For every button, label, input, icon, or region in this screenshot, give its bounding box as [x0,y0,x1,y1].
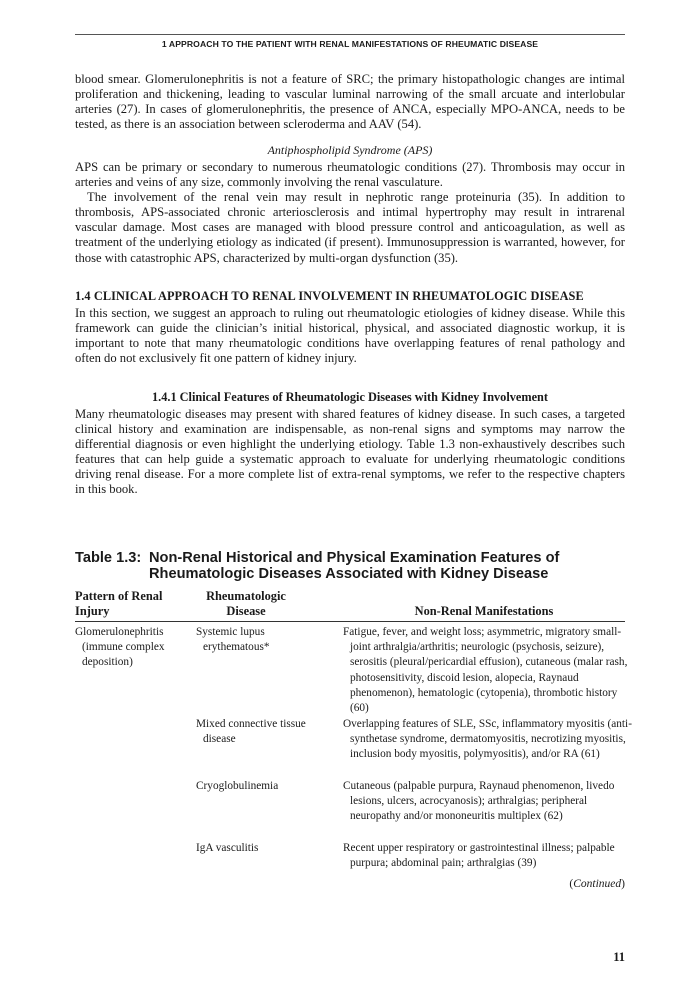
running-header: 1 APPROACH TO THE PATIENT WITH RENAL MANIFESTATIONS OF RHEUMATIC DISEASE [75,34,625,49]
column-header-pattern-line1: Pattern of Renal [75,589,163,603]
manifestations-cell: Recent upper respiratory or gastrointestinal illness; palpable purpura; abdominal pain; arthralgias (39) [343,842,615,870]
aps-section-body [75,160,625,266]
table-header-rule [75,621,625,622]
table-caption [75,550,635,582]
table-number: Table 1.3: [75,550,142,566]
section-heading-1-4: 1.4 CLINICAL APPROACH TO RENAL INVOLVEMENT IN RHEUMATOLOGIC DISEASE [75,289,584,303]
continued-label: Continued [573,878,622,890]
section-1-4-1-body [75,407,625,498]
column-header-manifestations: Non-Renal Manifestations [414,604,554,618]
paragraph-src-continuation [75,72,625,132]
table-title-part-2: Rheumatologic Diseases Associated with Kidney Disease [149,566,549,582]
table-title-part-1: Non-Renal Historical and Physical Examination Features of [149,550,560,566]
disease-cell: IgA vasculitis [196,842,259,854]
section-1-4-1-paragraph: Many rheumatologic diseases may present with shared features of kidney disease. In such cases, a targeted clinical history and examination are indispensable, as non-renal signs and symptoms may narrow the differential diagnosis or even highlight the underlying etiology. Table 1.3 non-exhaustively describes such features that can help guide a systematic approach to evaluate for underlying rheumatologic conditions driving renal disease. For a more complete list of extra-renal symptoms, we refer to the respective chapters in this book. [75,407,625,497]
column-header-disease-line2: Disease [226,604,266,618]
subsection-heading-1-4-1: 1.4.1 Clinical Features of Rheumatologic Diseases with Kidney Involvement [152,390,548,404]
manifestations-cell: Fatigue, fever, and weight loss; asymmetric, migratory small-joint arthralgia/arthritis; neurologic (psychosis, seizure), serositis (pleural/pericardial effusion), cutaneous (malar rash, photosensitivity, discoid lesion, alopecia, Raynaud phenomenon), hematologic (cytopenia), thrombotic history (60) [343,626,628,715]
aps-paragraph-2: The involvement of the renal vein may result in nephrotic range proteinuria (35). In addition to thrombosis, APS-associated chronic arteriosclerosis and intimal hypertrophy may result in intrarenal vascular damage. Most cases are managed with blood pressure control and anticoagulation, as well as treatment of the underlying etiology as indicated (if present). Immunosuppression is warranted, however, for those with catastrophic APS, characterized by multi-organ dysfunction (35). [75,190,625,265]
column-header-disease-line1: Rheumatologic [206,589,286,603]
subheading-aps: Antiphospholipid Syndrome (APS) [267,143,433,157]
column-header-disease [196,589,296,619]
manifestations-cell: Cutaneous (palpable purpura, Raynaud phenomenon, livedo lesions, ulcers, acrocyanosis); arthralgias; peripheral neuropathy and/or mononeuritis multiplex (62) [343,780,615,823]
section-1-4-paragraph: In this section, we suggest an approach to ruling out rheumatologic etiologies of kidney disease. While this framework can guide the clinician’s initial historical, physical, and associated diagnostic workup, it is important to note that many rheumatologic conditions have overlapping features of renal pathology and often do not exclusively fit one pattern of kidney injury. [75,306,625,366]
table-continued-note [569,878,625,890]
paragraph-text: blood smear. Glomerulonephritis is not a feature of SRC; the primary histopathologic changes are intimal proliferation and thickening, leading to vascular luminal narrowing of the small arcuate and interlobular arteries (27). In cases of glomerulonephritis, the presence of ANCA, especially MPO-ANCA, needs to be tested, as there is an association between scleroderma and AAV (54). [75,72,625,132]
continued-open-paren: ( [569,878,574,890]
continued-close-paren: ) [621,878,625,890]
disease-cell: Systemic lupus erythematous* [196,626,270,654]
table-caption-line-1 [75,550,635,566]
disease-cell: Cryoglobulinemia [196,780,279,792]
column-header-pattern [75,589,190,619]
disease-cell: Mixed connective tissue disease [196,718,306,746]
pattern-cell: Glomerulonephritis (immune complex deposition) [75,626,165,669]
aps-paragraph-1: APS can be primary or secondary to numerous rheumatologic conditions (27). Thrombosis may occur in arteries and veins of any size, commonly involving the renal vasculature. [75,160,625,190]
section-1-4-body [75,306,625,366]
column-header-pattern-line2: Injury [75,604,110,618]
manifestations-cell: Overlapping features of SLE, SSc, inflammatory myositis (anti-synthetase syndrome, dermatomyositis, necrotizing myositis, inclusion body myositis, polymyositis), and/or RA (61) [343,718,632,761]
page-number: 11 [613,950,625,964]
